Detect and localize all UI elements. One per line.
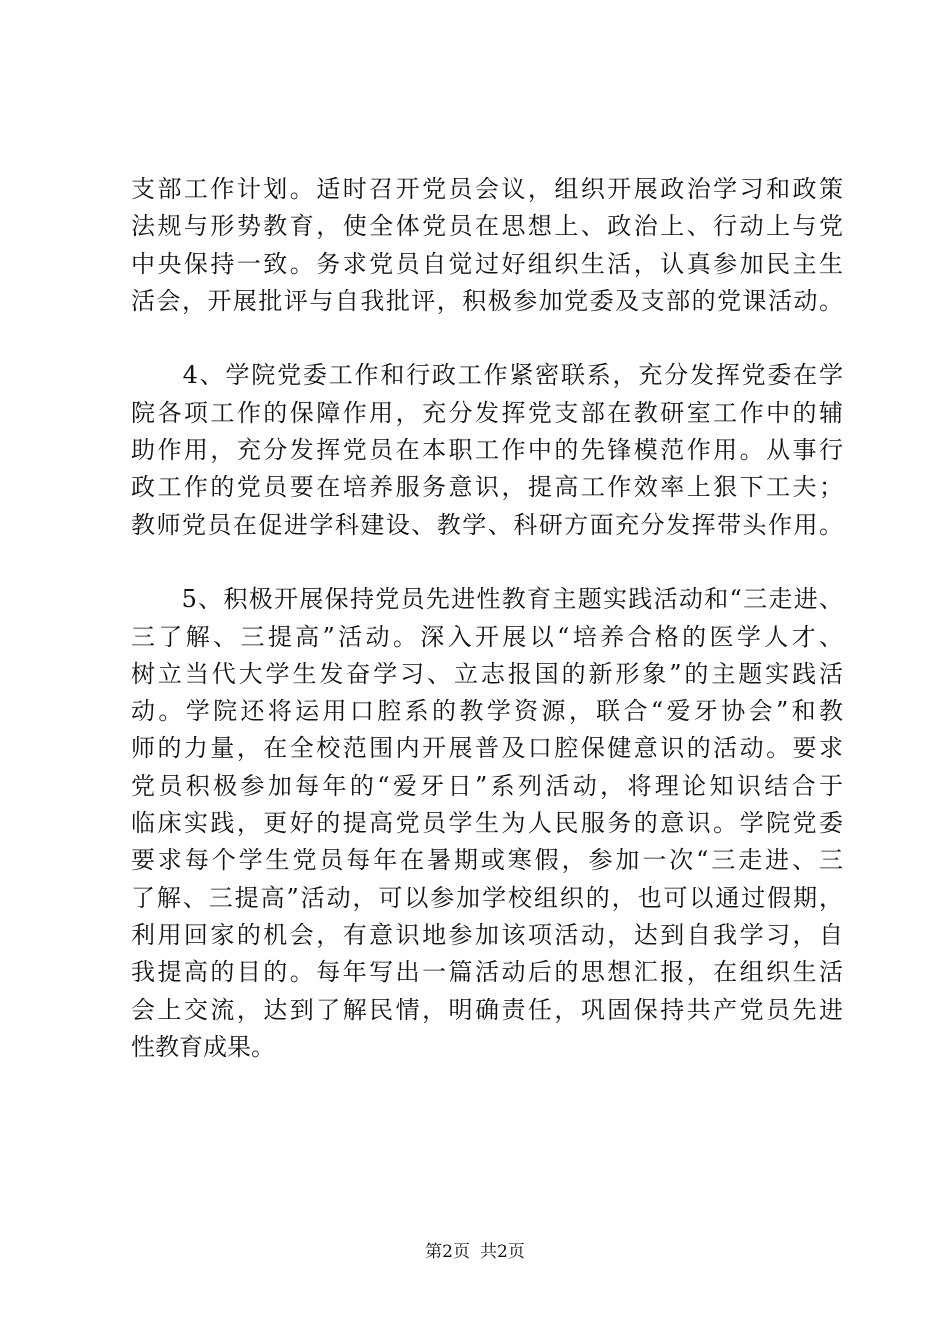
paragraph-1: [131, 171, 843, 320]
text-line: 院各项工作的保障作用，充分发挥党支部在教研室工作中的辅: [131, 398, 843, 427]
paragraph-spacer: [131, 320, 843, 357]
page-number: 第2页: [425, 1242, 470, 1262]
text-line: 动。学院还将运用口腔系的教学资源，联合“爱牙协会”和教: [131, 697, 843, 726]
text-line: 党员积极参加每年的“爱牙日”系列活动，将理论知识结合于: [131, 771, 843, 800]
document-body: [131, 171, 843, 1066]
paragraph-spacer: [131, 544, 843, 581]
text-line: 会上交流，达到了解民情，明确责任，巩固保持共产党员先进: [131, 995, 843, 1024]
text-line: 活会，开展批评与自我批评，积极参加党委及支部的党课活动。: [131, 286, 843, 315]
text-line: 法规与形势教育，使全体党员在思想上、政治上、行动上与党: [131, 212, 843, 241]
text-line: 中央保持一致。务求党员自觉过好组织生活，认真参加民主生: [131, 249, 843, 278]
text-line: 利用回家的机会，有意识地参加该项活动，达到自我学习，自: [131, 920, 843, 949]
text-line: 性教育成果。: [131, 1032, 275, 1061]
text-line: 政工作的党员要在培养服务意识，提高工作效率上狠下工夫；: [131, 473, 843, 502]
paragraph-3: [131, 581, 843, 1066]
text-line: 树立当代大学生发奋学习、立志报国的新形象”的主题实践活: [131, 659, 843, 688]
paragraph-2: [131, 357, 843, 543]
text-line: 了解、三提高”活动，可以参加学校组织的，也可以通过假期，: [131, 883, 843, 912]
text-line: 4、学院党委工作和行政工作紧密联系，充分发挥党委在学: [131, 361, 843, 390]
page-total: 共2页: [480, 1242, 525, 1262]
text-line: 师的力量，在全校范围内开展普及口腔保健意识的活动。要求: [131, 734, 843, 763]
page-footer: [0, 1240, 950, 1264]
text-line: 我提高的目的。每年写出一篇活动后的思想汇报，在组织生活: [131, 958, 843, 987]
text-line: 要求每个学生党员每年在暑期或寒假，参加一次“三走进、三: [131, 846, 843, 875]
text-line: 三了解、三提高”活动。深入开展以“培养合格的医学人才、: [131, 622, 843, 651]
text-line: 教师党员在促进学科建设、教学、科研方面充分发挥带头作用。: [131, 510, 843, 539]
text-line: 临床实践，更好的提高党员学生为人民服务的意识。学院党委: [131, 809, 843, 838]
text-line: 支部工作计划。适时召开党员会议，组织开展政治学习和政策: [131, 175, 843, 203]
text-line: 助作用，充分发挥党员在本职工作中的先锋模范作用。从事行: [131, 436, 843, 465]
text-line: 5、积极开展保持党员先进性教育主题实践活动和“三走进、: [131, 585, 843, 614]
